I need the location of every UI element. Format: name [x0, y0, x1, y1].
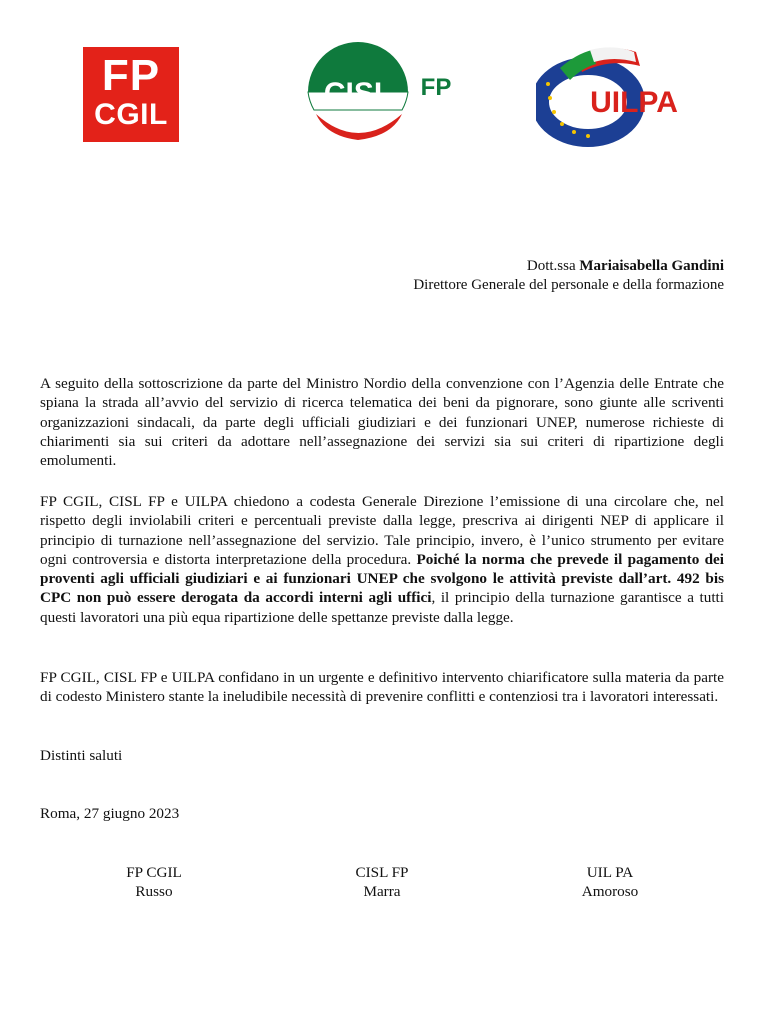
- fp-cgil-logo-fp: FP: [101, 51, 161, 100]
- signature-fp-cgil: [74, 863, 234, 901]
- paragraph-2-bold: Poiché la norma che prevede il pagamento dei proventi agli ufficiali giudiziari e ai funzionari UNEP che svolgono le attività previste dall’art. 492 bis CPC non può essere derogata da accordi interni agli uffici: [40, 550, 724, 607]
- fp-cgil-logo: [83, 47, 179, 142]
- letter-date: Roma, 27 giugno 2023: [40, 805, 180, 822]
- fp-cgil-logo-cgil: CGIL: [94, 98, 168, 131]
- signature-org: UIL PA: [586, 864, 634, 881]
- signature-name: Marra: [363, 883, 401, 900]
- closing-salutation: Distinti saluti: [40, 747, 123, 764]
- signature-name: Russo: [135, 883, 173, 900]
- paragraph-3: FP CGIL, CISL FP e UILPA confidano in un urgente e definitivo intervento chiarificatore sulla materia da parte di codesto Ministero stante la ineludibile necessità di prevenire conflitti e contenziosi tra i lavoratori interessati.: [40, 669, 724, 706]
- cisl-logo-fp: FP: [420, 74, 452, 101]
- recipient-block: [413, 257, 724, 295]
- uilpa-logo-word: UILPA: [590, 86, 678, 119]
- paragraph-1: A seguito della sottoscrizione da parte del Ministro Nordio della convenzione con l’Agenzia delle Entrate che spiana la strada all’avvio del servizio di ricerca telematica dei beni da pignorare, sono giunte alle scriventi organizzazioni sindacali, da parte degli ufficiali giudiziari e dei funzionari UNEP, numerose richieste di chiarimenti sia sui criteri da adottare nell’assegnazione dei servizi sia sui criteri di ripartizione degli emolumenti.: [40, 375, 724, 470]
- recipient-title: Dott.ssa: [526, 258, 576, 274]
- signature-cisl-fp: [302, 863, 462, 901]
- cisl-fp-logo-graphic: [306, 40, 461, 142]
- recipient-role: Direttore Generale del personale e della formazione: [413, 277, 724, 293]
- signature-org: CISL FP: [355, 864, 409, 881]
- paragraph-2-start: FP CGIL, CISL FP e UILPA chiedono a codesta Generale Direzione l’emissione di una circolare che, nel rispetto degli inviolabili criteri e percentuali previste dalla legge, prescriva ai dirigenti NEP di applicare il principio di turnazione nell’assegnazione del servizio. Tale principio, invero, è l’unico strumento per evitare ogni controversia e distorta interpretazione della procedura.: [40, 493, 724, 568]
- uilpa-logo: [536, 40, 686, 148]
- recipient-name: Mariaisabella Gandini: [579, 258, 724, 274]
- recipient-name-line: [413, 257, 724, 276]
- paragraph-2: [40, 492, 724, 627]
- signature-name: Amoroso: [581, 883, 639, 900]
- uilpa-logo-graphic: [536, 40, 686, 148]
- cisl-logo-word: CISL: [323, 77, 393, 110]
- cisl-fp-logo: [306, 40, 461, 142]
- signature-org: FP CGIL: [126, 864, 182, 881]
- signature-uil-pa: [530, 863, 690, 901]
- paragraph-2-end: , il principio della turnazione garantisce a tutti questi lavoratori una più equa ripartizione delle spettanze previste dalla legge.: [40, 589, 725, 626]
